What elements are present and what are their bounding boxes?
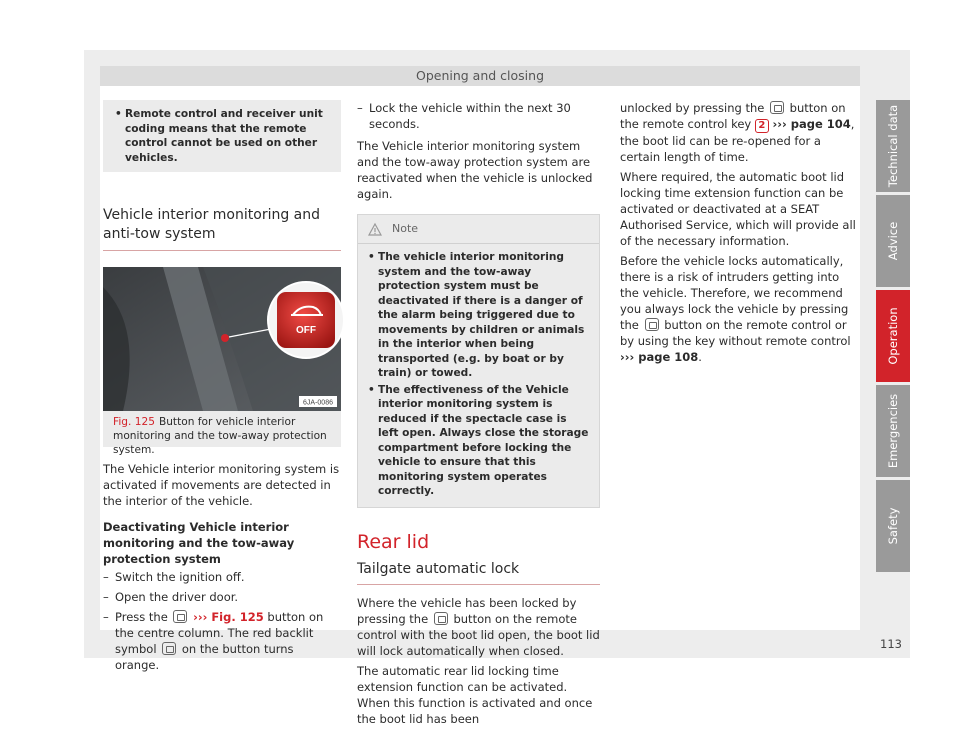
tab-emergencies[interactable]: Emergencies xyxy=(876,385,910,477)
side-tabs xyxy=(876,100,910,575)
info-box xyxy=(103,100,341,172)
step-item: – Press the ››› Fig. 125 button on the centre column. The red backlit symbol on the button turns orange. xyxy=(103,610,324,672)
tab-advice[interactable]: Advice xyxy=(876,195,910,287)
column-1 xyxy=(103,100,341,673)
column-3 xyxy=(620,100,860,369)
paragraph: unlocked by pressing the button on the remote control key 2 ››› page 104, the boot lid can be re-opened for a certain length of time. xyxy=(620,101,855,164)
section-subtitle: Tailgate automatic lock xyxy=(357,560,600,585)
column-2 xyxy=(357,100,600,731)
alarm-button-icon xyxy=(162,642,176,655)
page-header: Opening and closing xyxy=(100,66,860,86)
small-button-marker xyxy=(221,334,229,342)
tab-operation[interactable]: Operation xyxy=(876,290,910,382)
bullet-icon: • xyxy=(368,251,375,263)
key-number-badge: 2 xyxy=(755,119,769,133)
page-ref-link[interactable]: ››› page 108 xyxy=(620,350,699,364)
boot-unlock-button-icon xyxy=(770,101,784,114)
alarm-button-icon xyxy=(173,610,187,623)
note-header xyxy=(358,215,599,244)
figure-photo xyxy=(103,267,341,411)
step-item: – Lock the vehicle within the next 30 seconds. xyxy=(357,101,571,131)
figure-125 xyxy=(103,267,341,456)
step-item: – Switch the ignition off. xyxy=(103,570,245,584)
caption-text: Button for vehicle interior monitoring and the tow-away protection system. xyxy=(113,416,327,456)
image-code: 6JA-0086 xyxy=(303,399,333,407)
off-label: OFF xyxy=(296,325,316,336)
paragraph: The Vehicle interior monitoring system and the tow-away protection system are reactivated when the vehicle is unlocked again. xyxy=(357,139,593,201)
note-title: Note xyxy=(392,222,419,235)
step-item: – Open the driver door. xyxy=(103,590,239,604)
tab-safety[interactable]: Safety xyxy=(876,480,910,572)
paragraph: Where required, the automatic boot lid locking time extension function can be activated or deactivated at a SEAT Authorised Service, which will provide all of the necessary information. xyxy=(620,170,856,248)
chapter-title: Rear lid xyxy=(357,530,430,553)
lock-button-icon xyxy=(645,318,659,331)
figure-label: Fig. 125 xyxy=(113,416,155,428)
lock-button-icon xyxy=(434,612,448,625)
info-icon xyxy=(368,223,382,236)
page-ref-link[interactable]: ››› page 104 xyxy=(772,117,851,131)
paragraph: Before the vehicle locks automatically, there is a risk of intruders getting into the vehicle. Therefore, we recommend you always lock the vehicle by pressing the button on the remote control or by using the key without remote control ››› page 108. xyxy=(620,254,851,364)
figure-caption xyxy=(113,415,337,457)
section-title: Vehicle interior monitoring and anti-tow system xyxy=(103,206,341,251)
bullet-icon: • xyxy=(115,108,122,120)
off-button-illustration xyxy=(277,292,335,348)
paragraph: The Vehicle interior monitoring system is activated if movements are detected in the interior of the vehicle. xyxy=(103,462,340,508)
paragraph: The automatic rear lid locking time extension function can be activated. When this function is activated and once the boot lid has been xyxy=(357,663,593,726)
bullet-icon: • xyxy=(368,383,375,396)
note-box xyxy=(357,214,600,508)
info-text: Remote control and receiver unit coding means that the remote control cannot be used on other vehicles. xyxy=(125,108,323,164)
deactivate-heading: Deactivating Vehicle interior monitoring and the tow-away protection system xyxy=(103,520,295,566)
note-body: • The vehicle interior monitoring system and the tow-away protection system must be deactivated if there is a danger of the alarm being triggered due to movements by children or animals in the interior when being transported (e.g. by boat or by train) or towed. • The effectiveness of the Vehicle interior monitoring system is reduced if the spectacle case is left open. Always close the storage compartment before locking the vehicle to ensure that this monitoring system operates correctly. xyxy=(368,251,589,497)
tab-technical-data[interactable]: Technical data xyxy=(876,100,910,192)
paragraph: Where the vehicle has been locked by pressing the button on the remote control with the boot lid open, the boot lid will lock automatically when closed. xyxy=(357,595,600,658)
page-number: 113 xyxy=(880,637,902,651)
figure-ref-link[interactable]: ››› Fig. 125 xyxy=(193,610,264,624)
